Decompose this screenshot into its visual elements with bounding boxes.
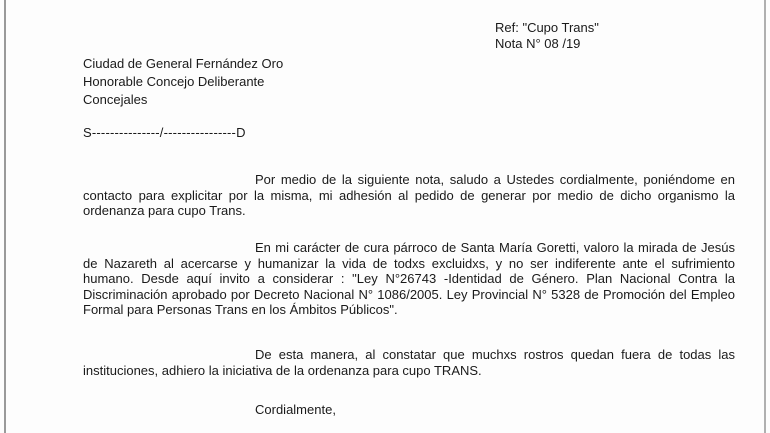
paragraph-3-text: De esta manera, al constatar que muchxs rostros quedan fuera de todas las instituciones, adhiero la iniciativa de la ordenanza para cupo TRANS. xyxy=(83,347,735,378)
reference-subject: Ref: "Cupo Trans" xyxy=(495,20,599,35)
paragraph-3 xyxy=(83,347,735,378)
paragraph-1-text: Por medio de la siguiente nota, saludo a Ustedes cordialmente, poniéndome en contacto para explicitar por la misma, mi adhesión al pedido de generar por medio de dicho organismo la ordenanza para cupo Trans. xyxy=(83,172,735,218)
addressee-city: Ciudad de General Fernández Oro xyxy=(83,56,284,71)
paragraph-2 xyxy=(83,240,735,318)
page-edge-right xyxy=(764,0,766,433)
closing-line: Cordialmente, xyxy=(255,402,336,417)
page-edge-left xyxy=(4,0,6,433)
paragraph-2-text: En mi carácter de cura párroco de Santa María Goretti, valoro la mirada de Jesús de Nazareth al acercarse y humanizar la vida de todxs excluidxs, y no ser indiferente ante el sufrimiento humano. Desde aquí invito a considerar : "Ley N°26743 -Identidad de Género. Plan Nacional Contra la Discriminación aprobado por Decreto Nacional N° 1086/2005. Ley Provincial N° 5328 de Promoción del Empleo Formal para Personas Trans en los Ámbitos Públicos". xyxy=(83,240,735,317)
paragraph-1 xyxy=(83,172,735,219)
salutation-line: S---------------/----------------D xyxy=(83,125,246,140)
reference-block xyxy=(495,20,599,52)
addressee-council: Honorable Concejo Deliberante xyxy=(83,74,265,89)
addressee-block xyxy=(83,55,283,109)
addressee-councillors: Concejales xyxy=(83,92,148,107)
note-number: Nota N° 08 /19 xyxy=(495,36,581,51)
